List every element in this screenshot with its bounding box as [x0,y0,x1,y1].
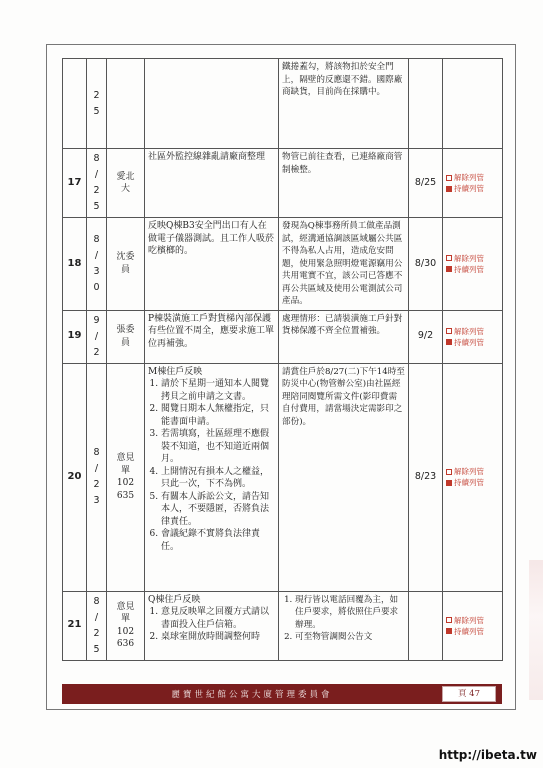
option-label: 持續列管 [454,264,484,274]
handled-date: 8/25 [409,149,443,218]
date-char: 2 [93,89,100,101]
report-date [87,149,107,218]
response-text: 發現為Q棟事務所員工做產品測試，經溝通協調該區域屬公共區不得為私人占用，造成危安問題，使用緊急照明燈電源竊用公共用電實不宜，該公司已答應不再公共區域及使用公電測試公司產品。 [279,218,409,311]
issue-item: 2. 桌球室開放時間調整何時 [161,631,275,644]
continue-tracking-option[interactable] [446,183,499,194]
checked-box-icon[interactable] [446,480,452,486]
reporter [107,149,145,218]
option-label: 解除列管 [454,173,484,182]
date-char: 3 [93,265,100,277]
report-date [87,363,107,591]
option-label: 持續列管 [454,337,484,347]
report-date [87,310,107,363]
remove-tracking-option[interactable] [446,466,499,477]
reporter-line: 員 [120,264,130,275]
response-text [279,591,409,660]
reporter-line: 沈委 [116,252,135,263]
issue-description: 反映Q棟B3安全門出口有人在做電子儀器測試。且工作人吸菸吃檳榔的。 [145,218,279,311]
date-char: 5 [93,105,100,117]
row-number: 19 [63,310,87,363]
tracking-status [443,218,503,311]
date-char: 0 [93,281,100,293]
issue-description [145,363,279,591]
table-row [63,363,503,591]
reporter-line: 102 [116,478,135,488]
date-char: / [94,611,99,623]
page-number: 頁 47 [442,686,496,702]
row-number: 18 [63,218,87,311]
table-row [63,59,503,149]
issue-description: 社區外監控線雜亂請廠商整理 [145,149,279,218]
reporter-line: 單 [120,465,130,476]
date-char: / [94,169,99,180]
response-text: 處理情形：已請裝潢施工戶針對貨梯保護不齊全位置補強。 [279,310,409,363]
checked-box-icon[interactable] [446,186,452,192]
scan-edge-artifact [529,560,543,700]
date-char: / [94,463,99,474]
remove-tracking-option[interactable] [446,253,499,264]
option-label: 解除列管 [454,253,484,263]
table-row [63,591,503,660]
option-label: 持續列管 [454,184,484,193]
response-text: 物管已前往查看，已連絡廠商管制檢整。 [279,149,409,218]
remove-tracking-option[interactable] [446,615,499,626]
response-text: 請賞住戶於8/27(二)下午14時至防災中心(物管辦公室)由社區經理陪同閱覽所需文件(影印費需自付費用，請當場決定需影印之部份)。 [279,363,409,591]
reporter-line: 意見 [116,601,135,612]
handled-date: 8/30 [409,218,443,311]
continue-tracking-option[interactable] [446,626,499,637]
date-char: 5 [93,643,100,655]
option-label: 解除列管 [454,615,484,625]
handled-date [409,591,443,660]
continue-tracking-option[interactable] [446,477,499,488]
date-char: 2 [93,479,100,490]
response-item: 1. 現行皆以電話回覆為主，如住戶要求，將依照住戶要求辦理。 [295,594,405,632]
source-watermark: http://ibeta.tw [438,748,537,762]
reporter-line: 102 [116,626,135,637]
reporter-line: 員 [120,337,130,348]
checkbox-icon[interactable] [446,328,452,334]
reporter-line: 愛北 [116,171,135,182]
reporter-line: 單 [120,614,130,624]
issue-description [145,59,279,149]
reporter-line: 張委 [116,325,135,335]
date-char: 2 [93,346,100,358]
date-char: 2 [93,185,100,196]
remove-tracking-option[interactable] [446,172,499,183]
checked-box-icon[interactable] [446,339,452,345]
row-number [63,59,87,149]
issue-item: 1. 意見反映單之回覆方式請以書面投入住戶信箱。 [161,606,275,631]
checked-box-icon[interactable] [446,628,452,634]
reporter [107,363,145,591]
row-number: 20 [63,363,87,591]
response-item: 2. 可至物管調閱公告文 [295,631,405,644]
issue-title: Q棟住戶反映 [148,594,201,605]
response-text: 鐵捲蓋勾，將該物扣於安全門上，隔壁的反應還不錯。國際廠商缺貨，目前尚在採購中。 [279,59,409,149]
table-row [63,310,503,363]
issue-item: 1. 請於下星期一通知本人閱覽拷貝之前申請之文書。 [161,378,275,403]
reporter [107,310,145,363]
handled-date [409,59,443,149]
reporter [107,218,145,311]
option-label: 持續列管 [454,478,484,487]
tracking-status [443,363,503,591]
issue-items [148,378,275,553]
reporter-line: 635 [116,490,135,501]
issue-item: 3. 若需填寫，社區經理不應假裝不知道，也不知道近兩個月。 [161,428,275,466]
response-items [282,594,405,644]
remove-tracking-option[interactable] [446,326,499,337]
checkbox-icon[interactable] [446,469,452,475]
date-char: 8 [93,595,100,607]
row-number: 21 [63,591,87,660]
table-row [63,149,503,218]
footer-title: 麗寶世紀館公寓大廈管理委員會 [171,690,333,700]
checkbox-icon[interactable] [446,617,452,623]
page-footer [62,684,502,704]
reporter-line: 大 [120,184,130,194]
issue-description: P棟裝潢施工戶對貨梯內部保護有些位置不周全，應要求施工單位再補強。 [145,310,279,363]
checkbox-icon[interactable] [446,255,452,261]
report-date [87,59,107,149]
checked-box-icon[interactable] [446,266,452,272]
reporter-line: 意見 [116,453,135,463]
issue-item: 5. 有關本人訴訟公文，請告知本人，不要隱匿，否將負法律責任。 [161,491,275,529]
date-char: / [94,249,99,261]
issue-description [145,591,279,660]
option-label: 解除列管 [454,467,484,476]
date-char: / [94,330,99,342]
issue-title: M棟住戶反映 [148,366,203,377]
issue-log-table [62,58,503,661]
table-row [63,218,503,311]
tracking-status [443,149,503,218]
handled-date: 9/2 [409,310,443,363]
issue-item: 2. 閱覽日期本人無權指定，只能書面申請。 [161,403,275,428]
tracking-status [443,591,503,660]
checkbox-icon[interactable] [446,175,452,181]
tracking-status [443,310,503,363]
tracking-status [443,59,503,149]
date-char: 8 [93,233,100,245]
date-char: 2 [93,627,100,639]
date-char: 9 [93,314,100,326]
date-char: 8 [93,447,100,458]
issue-item: 4. 上開情況有損本人之權益，只此一次，下不為例。 [161,466,275,491]
option-label: 持續列管 [454,626,484,636]
date-char: 3 [93,495,100,506]
issue-item: 6. 會議紀錄不實將負法律責任。 [161,528,275,553]
date-char: 5 [93,201,100,212]
option-label: 解除列管 [454,326,484,336]
report-date [87,218,107,311]
reporter [107,59,145,149]
continue-tracking-option[interactable] [446,264,499,275]
date-char: 8 [93,153,100,164]
continue-tracking-option[interactable] [446,337,499,348]
reporter [107,591,145,660]
report-date [87,591,107,660]
reporter-line: 636 [116,639,135,649]
row-number: 17 [63,149,87,218]
handled-date: 8/23 [409,363,443,591]
issue-items [148,606,275,644]
